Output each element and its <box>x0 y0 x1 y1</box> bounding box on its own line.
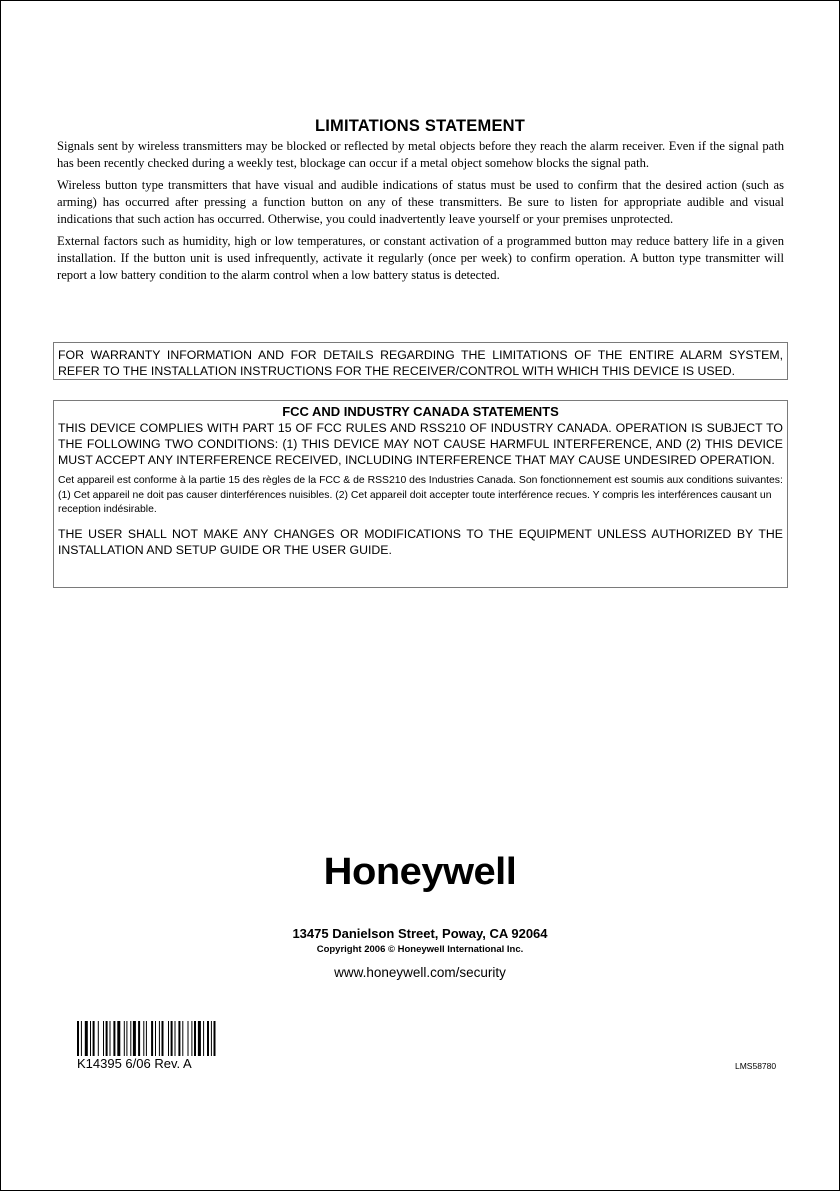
limitations-body <box>57 138 784 289</box>
lms-code: LMS58780 <box>735 1061 777 1071</box>
warranty-box <box>53 342 788 380</box>
website-url: www.honeywell.com/security <box>334 965 506 980</box>
fcc-user-notice: THE USER SHALL NOT MAKE ANY CHANGES OR MODIFICATIONS TO THE EQUIPMENT UNLESS AUTHORIZED BY THE INSTALLATION AND SETUP GUIDE OR THE USER GUIDE. <box>58 526 783 557</box>
barcode-icon <box>77 1021 249 1056</box>
copyright-notice: Copyright 2006 © Honeywell International Inc. <box>316 944 524 955</box>
fcc-title: FCC AND INDUSTRY CANADA STATEMENTS <box>282 404 559 419</box>
limitations-title: LIMITATIONS STATEMENT <box>314 117 526 135</box>
honeywell-logo: Honeywell <box>323 851 517 893</box>
limitations-paragraph: External factors such as humidity, high or low temperatures, or constant activation of a programmed button may reduce battery life in a given installation. If the button unit is used infrequently, activate it regularly (once per week) to confirm operation. A button type transmitter will report a low battery condition to the alarm control when a low battery status is detected. <box>57 234 784 282</box>
limitations-paragraph: Signals sent by wireless transmitters may be blocked or reflected by metal objects before they reach the alarm receiver. Even if the signal path has been recently checked during a weekly test, blockage can occur if a metal object somehow blocks the signal path. <box>57 139 784 170</box>
limitations-paragraph: Wireless button type transmitters that have visual and audible indications of status must be used to confirm that the desired action (such as arming) has occurred after pressing a function button on any of these transmitters. Be sure to listen for appropriate audible and visual indications that such action has occurred. Otherwise, you could inadvertently leave yourself or your premises unprotected. <box>57 178 784 226</box>
fcc-body: THIS DEVICE COMPLIES WITH PART 15 OF FCC RULES AND RSS210 OF INDUSTRY CANADA. OPERATION IS SUBJECT TO THE FOLLOWING TWO CONDITIONS: (1) THIS DEVICE MAY NOT CAUSE HARMFUL INTERFERENCE, AND (2) THIS DEVICE MUST ACCEPT ANY INTERFERENCE RECEIVED, INCLUDING INTERFERENCE THAT MAY CAUSE UNDESIRED OPERATION. <box>58 421 783 467</box>
document-number: K14395 6/06 Rev. A <box>77 1056 192 1071</box>
company-address: 13475 Danielson Street, Poway, CA 92064 <box>292 926 548 941</box>
fcc-box <box>53 400 788 588</box>
warranty-text: FOR WARRANTY INFORMATION AND FOR DETAILS REGARDING THE LIMITATIONS OF THE ENTIRE ALARM SYSTEM, REFER TO THE INSTALLATION INSTRUCTIONS FOR THE RECEIVER/CONTROL WITH WHICH THIS DEVICE IS USED. <box>58 348 783 378</box>
fcc-french-text: Cet appareil est conforme à la partie 15 des règles de la FCC & de RSS210 des Industries Canada. Son fonctionnement est soumis aux conditions suivantes: (1) Cet appareil ne doit pas causer dinterférences nuisibles. (2) Cet appareil doit accepter toute interférence recues. Y compris les interférences causant un reception indésirable. <box>58 475 783 515</box>
